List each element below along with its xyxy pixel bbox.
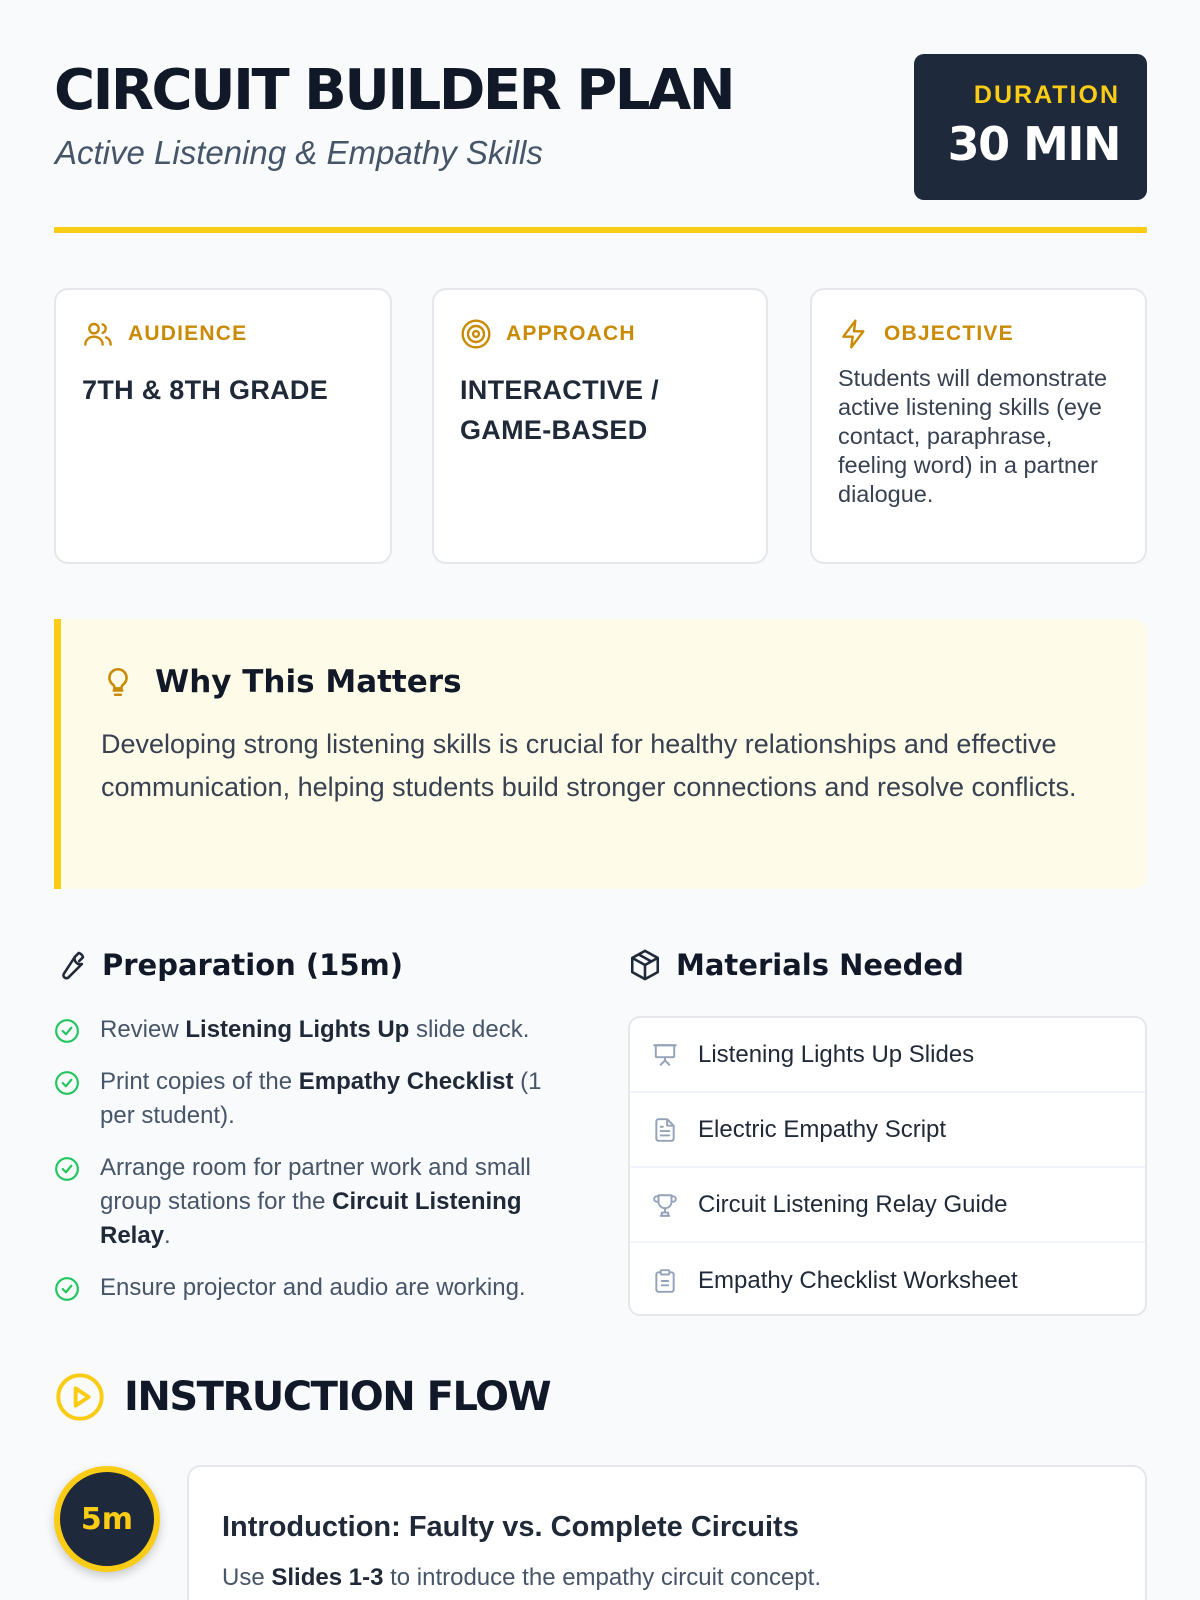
list-item [54, 1013, 554, 1047]
material-label: Empathy Checklist Worksheet [698, 1266, 1018, 1294]
list-item [54, 1065, 554, 1133]
materials-list [628, 1016, 1147, 1316]
audience-value: 7TH & 8TH GRADE [82, 375, 329, 405]
list-item [630, 1168, 1145, 1243]
check-circle-icon [54, 1018, 80, 1044]
list-item [54, 1151, 554, 1253]
prep-bold: Listening Lights Up [185, 1016, 410, 1043]
trophy-icon [652, 1192, 678, 1218]
objective-card [810, 288, 1147, 564]
lightning-icon [838, 318, 870, 350]
check-circle-icon [54, 1070, 80, 1096]
preparation-title: Preparation (15m) [102, 948, 403, 982]
material-label: Circuit Listening Relay Guide [698, 1190, 1008, 1218]
step-text [222, 1561, 1112, 1595]
audience-label: AUDIENCE [128, 322, 248, 345]
step-time-badge: 5m [54, 1466, 160, 1572]
header-divider [54, 227, 1147, 233]
step-text-part: Use [222, 1564, 272, 1591]
materials-heading [628, 942, 964, 988]
target-icon [460, 318, 492, 350]
duration-value: 30 MIN [947, 117, 1120, 171]
wrench-icon [54, 948, 88, 982]
why-title: Why This Matters [155, 664, 462, 700]
list-item [54, 1271, 554, 1305]
material-label: Listening Lights Up Slides [698, 1040, 975, 1068]
lightbulb-icon [101, 665, 135, 699]
header [54, 54, 1147, 200]
duration-badge [914, 54, 1147, 200]
presentation-icon [652, 1042, 678, 1068]
list-item [630, 1243, 1145, 1316]
objective-label: OBJECTIVE [884, 322, 1014, 345]
check-circle-icon [54, 1156, 80, 1182]
users-icon [82, 318, 114, 350]
preparation-list [54, 1013, 554, 1323]
box-icon [628, 948, 662, 982]
prep-bold: Circuit Listening Relay [100, 1188, 522, 1249]
material-label: Electric Empathy Script [698, 1115, 947, 1143]
step-text-part: to introduce the empathy circuit concept. [383, 1564, 821, 1591]
list-item [630, 1093, 1145, 1168]
page-title: CIRCUIT BUILDER PLAN [54, 58, 734, 123]
list-item [630, 1018, 1145, 1093]
preparation-heading [54, 942, 403, 988]
why-text: Developing strong listening skills is crucial for healthy relationships and effective communication, helping students build stronger connections and resolve conflicts. [101, 729, 1077, 802]
prep-text: (1 per student). [100, 1068, 542, 1129]
approach-value: INTERACTIVE / GAME-BASED [460, 375, 659, 445]
step-card [187, 1465, 1147, 1600]
instruction-flow-title: INSTRUCTION FLOW [124, 1374, 551, 1420]
approach-label: APPROACH [506, 322, 636, 345]
approach-card [432, 288, 768, 564]
prep-text: Ensure projector and audio are working. [100, 1274, 526, 1301]
page-subtitle: Active Listening & Empathy Skills [55, 134, 543, 171]
prep-text: slide deck. [409, 1016, 530, 1043]
instruction-flow-heading [54, 1372, 550, 1422]
prep-text: Print copies of the [100, 1068, 299, 1095]
audience-card [54, 288, 392, 564]
prep-text: Review [100, 1016, 186, 1043]
check-circle-icon [54, 1276, 80, 1302]
document-icon [652, 1117, 678, 1143]
step-title: Introduction: Faulty vs. Complete Circuits [222, 1511, 799, 1543]
why-this-matters-callout [54, 619, 1147, 889]
prep-text: Arrange room for partner work and small group stations for the [100, 1154, 531, 1215]
clipboard-icon [652, 1268, 678, 1294]
prep-bold: Empathy Checklist [298, 1068, 514, 1095]
step-text-bold: Slides 1-3 [271, 1564, 384, 1591]
duration-label: DURATION [973, 81, 1120, 109]
prep-text: . [164, 1222, 171, 1249]
materials-title: Materials Needed [676, 948, 964, 982]
objective-text: Students will demonstrate active listening skills (eye contact, paraphrase, feeling word) in a partner dialogue. [838, 365, 1108, 507]
play-circle-icon [54, 1371, 106, 1423]
